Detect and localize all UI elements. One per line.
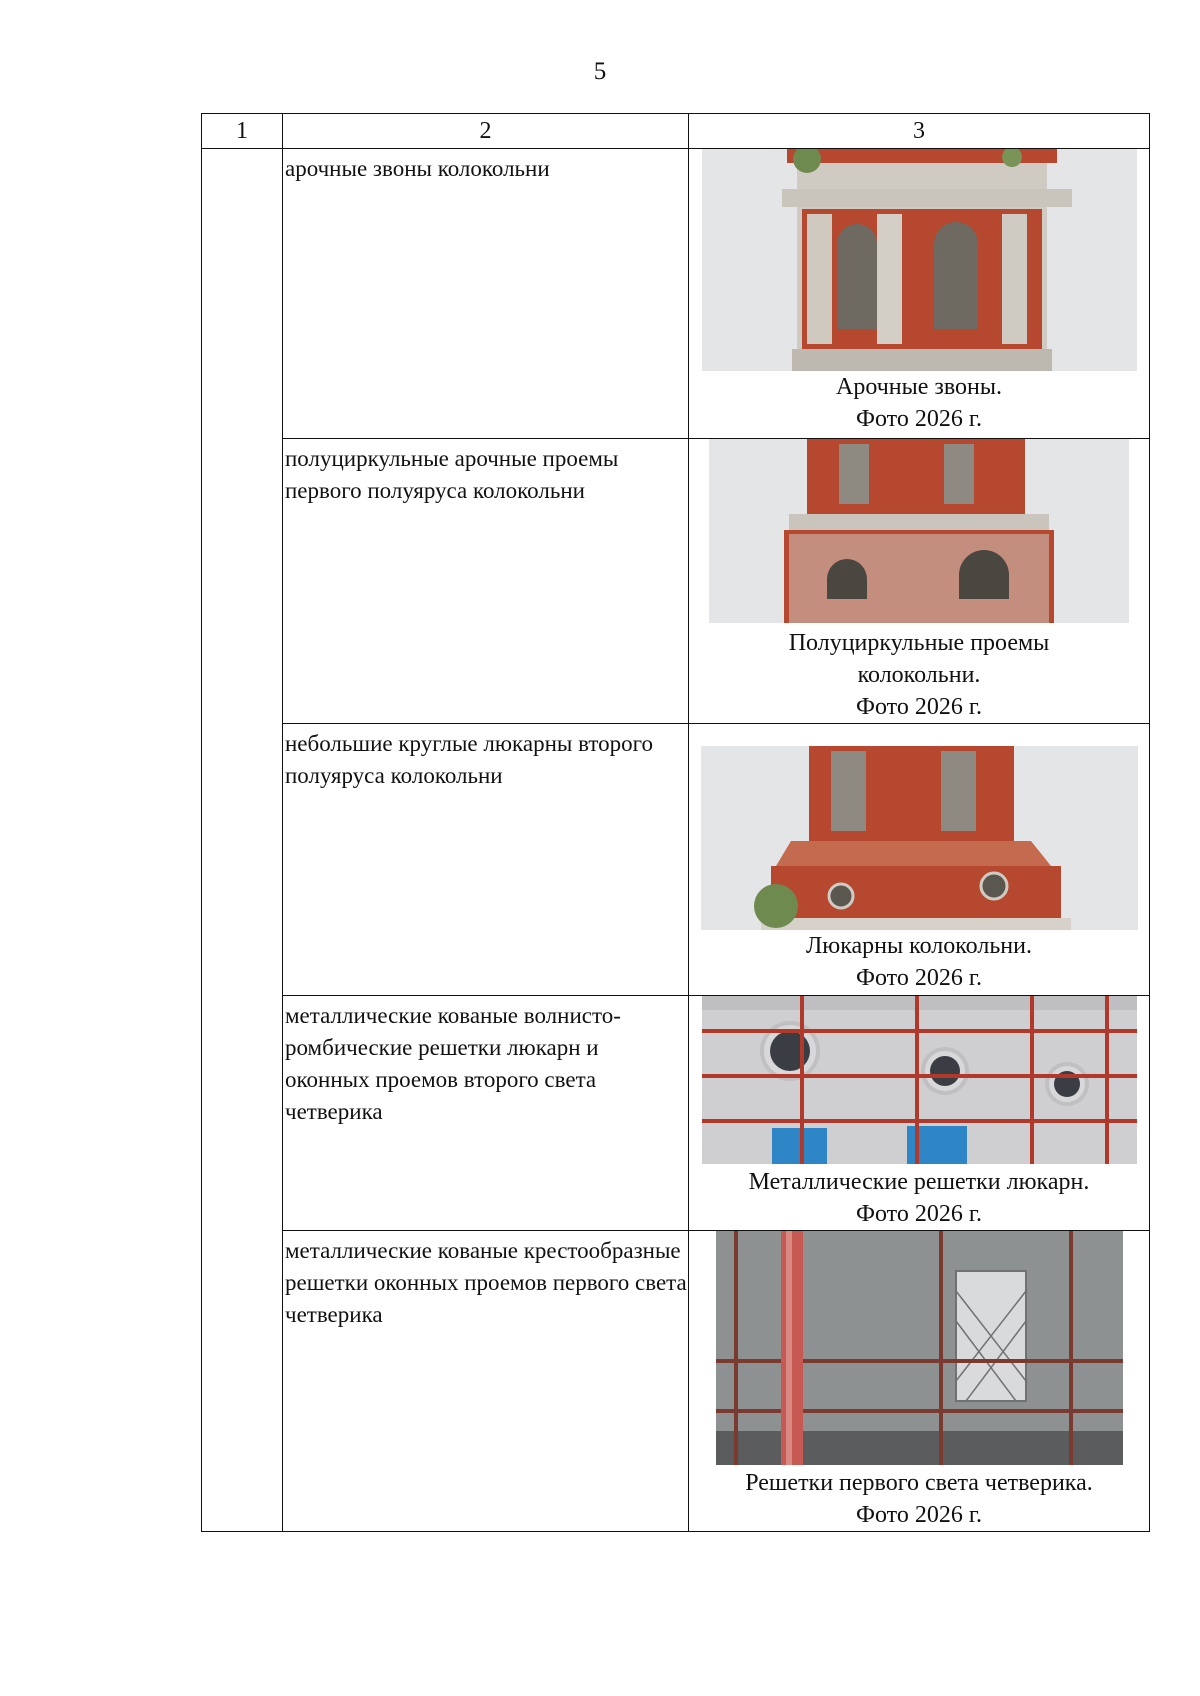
interior-scaffolding-window-grille-photo: [716, 1231, 1123, 1465]
row-description: металлические кованые крестообразные решетки оконных проемов первого света четверика: [283, 1231, 689, 1532]
table-row: [202, 149, 1150, 439]
photo-caption-line: Полуциркульные проемы: [788, 630, 1050, 656]
row-description: металлические кованые волнисто-ромбические решетки люкарн и оконных проемов второго света четверика: [283, 996, 689, 1231]
row-description: арочные звоны колокольни: [283, 149, 689, 439]
photo-cell: [689, 1231, 1150, 1532]
row-description: полуциркульные арочные проемы первого полуяруса колокольни: [283, 439, 689, 724]
photo-caption-line: колокольни.: [857, 662, 981, 688]
table-row: [202, 1231, 1150, 1532]
photo-caption-line: Решетки первого света четверика.: [745, 1470, 1093, 1496]
bell-tower-semicircular-openings-photo: [709, 439, 1129, 623]
photo-cell: [689, 439, 1150, 724]
row-number-cell: [202, 149, 283, 1532]
column-header-1: 1: [202, 114, 283, 149]
bell-tower-round-dormers-photo: [701, 746, 1138, 930]
column-header-2: 2: [283, 114, 689, 149]
photo-caption-line: Люкарны колокольни.: [806, 933, 1032, 959]
bell-tower-arched-openings-photo: [702, 149, 1137, 371]
photo-caption-line: Фото 2026 г.: [856, 965, 982, 991]
table-row: [202, 996, 1150, 1231]
row-description: небольшие круглые люкарны второго полуяруса колокольни: [283, 724, 689, 996]
column-header-3: 3: [689, 114, 1150, 149]
table-header-row: [202, 114, 1150, 149]
photo-caption-line: Арочные звоны.: [835, 374, 1003, 400]
table-row: [202, 724, 1150, 996]
photo-caption-line: Фото 2026 г.: [856, 1502, 982, 1528]
photo-cell: [689, 149, 1150, 439]
photo-caption-line: Фото 2026 г.: [856, 694, 982, 720]
photo-cell: [689, 996, 1150, 1231]
document-table: [201, 113, 1150, 1532]
page-number: 5: [593, 58, 607, 85]
photo-caption-line: Фото 2026 г.: [856, 1201, 982, 1227]
photo-cell: [689, 724, 1150, 996]
photo-caption-line: Фото 2026 г.: [856, 406, 982, 432]
wall-with-scaffolding-photo: [702, 996, 1137, 1164]
table-row: [202, 439, 1150, 724]
photo-caption-line: Металлические решетки люкарн.: [748, 1169, 1090, 1195]
